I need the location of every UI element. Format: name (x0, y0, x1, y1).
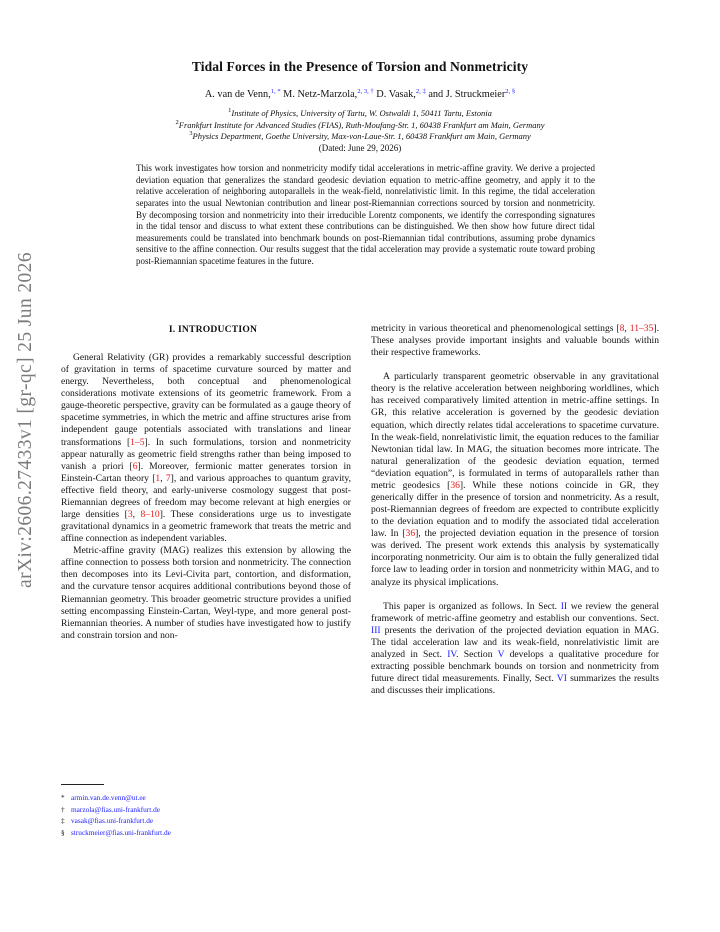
body-text: develops a qualitative procedure for extracting possible benchmark bounds on torsion and nonmetricity from future direct tidal measurements. Finally, Sect. (371, 648, 659, 685)
affiliation-1 (0, 108, 720, 118)
date-line: (Dated: June 29, 2026) (318, 143, 402, 153)
citation-link[interactable]: 3 (127, 509, 133, 521)
body-text: , (132, 509, 141, 521)
arxiv-stamp-text: arXiv:2606.27433v1 [gr-qc] 25 Jun 2026 (15, 252, 36, 588)
affiliation-2 (0, 120, 720, 130)
author-marks[interactable]: 2, ‡ (415, 88, 426, 95)
citation-link[interactable]: 7 (165, 472, 171, 484)
author-name: D. Vasak, (373, 89, 416, 100)
email-link[interactable]: armin.van.de.venn@ut.ee (71, 793, 146, 802)
citation-link[interactable]: 1–5 (130, 436, 145, 448)
section-link[interactable]: VI (556, 673, 567, 685)
citation-link[interactable]: 36 (405, 528, 416, 540)
body-text: . Section (456, 648, 498, 660)
affiliation-3 (0, 131, 720, 141)
author-marks[interactable]: 1, * (270, 88, 281, 95)
body-text: , (624, 323, 630, 334)
body-text: , (160, 472, 166, 484)
paragraph (61, 545, 351, 642)
citation-link[interactable]: 6 (132, 460, 138, 472)
body-text: General Relativity (GR) provides a remarkably successful description of gravitation in terms of spacetime curvature sourced by matter and energy. Nevertheless, both conceptual and phenomenological considerations motivate extensions of its geometric framework. From a gauge-theoretic perspective, gravity can be formulated as a gauge theory of spacetime symmetries, in which the metric and affine structures arise from independent gauge potentials associated with translations and linear transformations [ (61, 352, 351, 448)
left-column (61, 352, 351, 642)
author-list (0, 89, 720, 100)
affiliation-mark: 2 (175, 119, 179, 126)
footnote-mark: ‡ (61, 816, 65, 826)
citation-link[interactable]: 11–35 (629, 323, 654, 334)
email-link[interactable]: vasak@fias.uni-frankfurt.de (71, 816, 154, 826)
body-text: metricity in various theoretical and phenomenological settings [ (371, 323, 620, 334)
citation-link[interactable]: 8–10 (140, 509, 160, 521)
footnote (61, 792, 351, 804)
section-heading: I. INTRODUCTION (168, 324, 258, 335)
email-link[interactable]: struckmeier@fias.uni-frankfurt.de (71, 827, 171, 837)
footnote-rule (61, 784, 104, 785)
arxiv-stamp (6, 160, 46, 680)
paper-title: Tidal Forces in the Presence of Torsion and Nonmetricity (191, 59, 529, 74)
body-text: This paper is organized as follows. In Sect. (383, 600, 561, 612)
author-name: and J. Struckmeier (425, 89, 506, 100)
author-name: M. Netz-Marzola, (280, 89, 358, 100)
affiliation-text: Frankfurt Institute for Advanced Studies (FIAS), Ruth-Moufang-Str. 1, 60438 Frankfurt am Main, Germany (178, 120, 545, 130)
paragraph (371, 601, 659, 698)
body-text: ]. In such formulations, torsion and nonmetricity appear naturally as geometric field strengths rather than being imposed to vanish a priori [ (61, 436, 351, 472)
section-link[interactable]: IV (447, 648, 457, 660)
author-marks[interactable]: 2, 3, † (357, 88, 374, 95)
paragraph (371, 371, 659, 588)
author-marks[interactable]: 2, § (505, 88, 516, 95)
footnotes (61, 792, 351, 838)
footnote-mark: † (61, 804, 65, 814)
body-text: ]. These considerations urge us to investigate gravitational dynamics in a geometric framework that treats the metric and affine connection as independent variables. (61, 509, 351, 545)
footnote-mark: § (61, 827, 65, 837)
body-text: ]. While these notions coincide in GR, they generically differ in the presence of torsion and nonmetricity. As a result, post-Riemannian degrees of freedom are expected to contribute explicitly to the deviation equation and to modify the associated tidal acceleration law. In [ (371, 479, 659, 540)
citation-link[interactable]: 8 (619, 323, 625, 334)
section-link[interactable]: III (371, 624, 381, 636)
footnote (61, 827, 351, 839)
citation-link[interactable]: 36 (450, 479, 460, 491)
body-text: A particularly transparent geometric observable in any gravitational theory is the relative acceleration between neighboring worldlines, which has received comparatively limited attention in metric-affine settings. In GR, this relative acceleration is governed by the geodesic deviation equation, which directly relates tidal accelerations to spacetime curvature. In the weak-field, nonrelativistic limit, the equation reduces to the familiar Newtonian tidal law. In MAG, the situation becomes more intricate. The natural generalization of the geodesic deviation equation, termed “deviation equation”, is formulated in terms of autoparallels rather than metric geodesics [ (371, 371, 659, 491)
footnote (61, 815, 351, 827)
section-link[interactable]: II (560, 600, 568, 612)
body-text: ]. Moreover, fermionic matter generates torsion in Einstein-Cartan theory [ (61, 460, 351, 484)
section-link[interactable]: V (497, 648, 505, 660)
footnote (61, 804, 351, 816)
affiliation-mark: 3 (189, 130, 193, 137)
footnote-mark: * (61, 793, 65, 802)
right-column (371, 323, 659, 697)
body-text: ], and various approaches to quantum gravity, effective field theory, and early-universe cosmology suggest that post-Riemannian degrees of freedom may become relevant at high energies or large densities [ (61, 472, 351, 521)
paragraph (371, 323, 659, 359)
body-text: we review the general framework of metric-affine geometry and establish our conventions. Sect. (371, 600, 659, 624)
body-text: ], the projected deviation equation in the presence of torsion was derived. The present work extends this analysis by systematically incorporating nonmetricity. Our aim is to obtain the fully generalized tidal force law to leading order in torsion and nonmetricity within MAG, and to analyze its physical implications. (371, 528, 659, 588)
body-text: ]. These analyses provide important insights and valuable bounds within their respective frameworks. (371, 323, 659, 359)
abstract: This work investigates how torsion and nonmetricity modify tidal accelerations in metric-affine gravity. We derive a projected deviation equation that generalizes the standard geodesic deviation equation to metric-affine geometry, and apply it to the relative acceleration of neighboring autoparallels in the weak-field, nonrelativistic limit. In this regime, the tidal acceleration separates into the usual Newtonian contribution and linear post-Riemannian corrections sourced by torsion and nonmetricity. By decomposing torsion and nonmetricity into their irreducible Lorentz components, we identify the corresponding signatures in the tidal tensor and discuss to what extent these contributions can be distinguished. We then show how future direct tidal measurements could be translated into benchmark bounds on post-Riemannian tidal contributions, assuming probe dynamics sensitive to the affine connection. Our results suggest that the tidal acceleration may provide a systematic route toward probing post-Riemannian spacetime features in the future. (136, 163, 595, 266)
body-text: Metric-affine gravity (MAG) realizes this extension by allowing the affine connection to possess both torsion and nonmetricity. The connection then decomposes into its Levi-Civita part, contortion, and disformation, and the curvature tensor acquires additional contributions beyond those of Riemannian geometry. This broader geometric structure provides a unified setting encompassing Einstein-Cartan, Weyl-type, and more general post-Riemannian theories. A number of studies have investigated how to justify and constrain torsion and non- (61, 545, 351, 641)
body-text: summarizes the results and discusses their implications. (371, 673, 659, 697)
affiliation-text: Institute of Physics, University of Tartu, W. Ostwaldi 1, 50411 Tartu, Estonia (231, 108, 492, 118)
email-link[interactable]: marzola@fias.uni-frankfurt.de (71, 804, 160, 814)
body-text: presents the derivation of the projected deviation equation in MAG. The tidal acceleration law and its weak-field, nonrelativistic limit are analyzed in Sect. (371, 624, 659, 660)
affiliation-text: Physics Department, Goethe University, Max-von-Laue-Str. 1, 60438 Frankfurt am Main, Germany (192, 131, 531, 141)
citation-link[interactable]: 1 (155, 472, 161, 484)
affiliation-mark: 1 (228, 107, 232, 114)
paragraph (61, 352, 351, 545)
author-name: A. van de Venn, (204, 89, 271, 100)
